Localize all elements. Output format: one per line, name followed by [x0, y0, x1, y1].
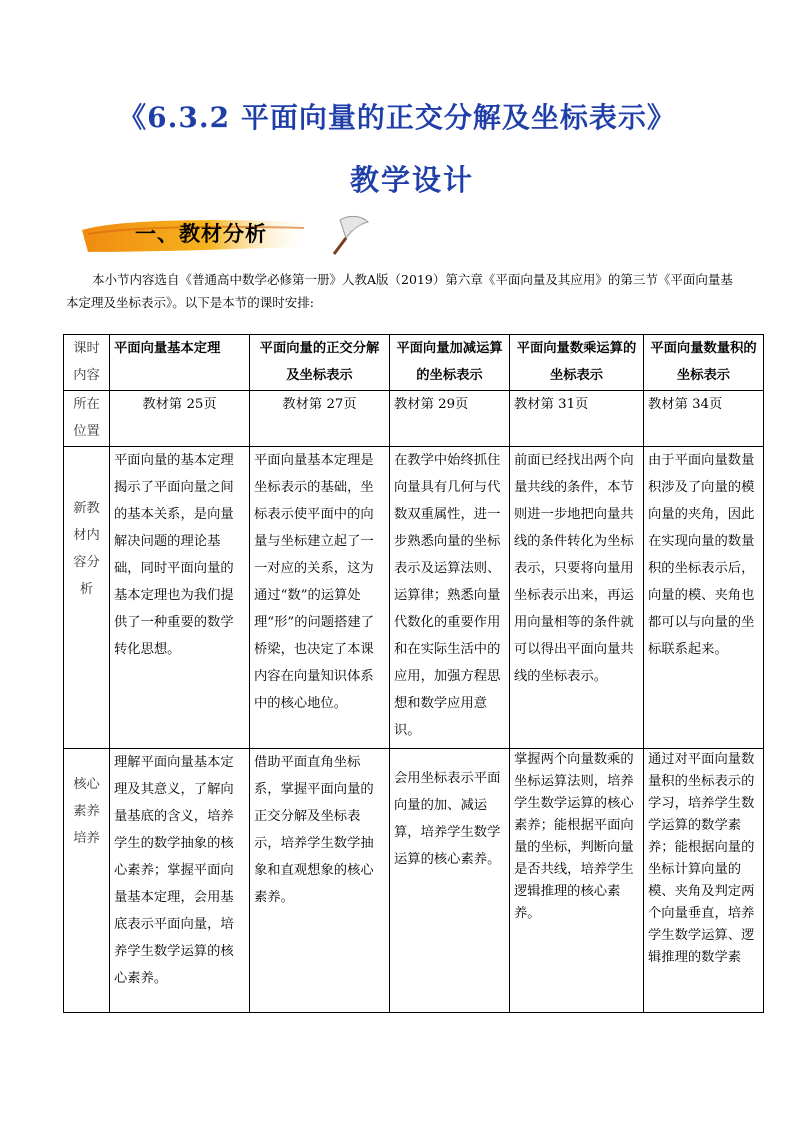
table-row [64, 447, 764, 749]
table-cell: 前面已经找出两个向量共线的条件，本节则进一步地把向量共线的条件转化为坐标表示，只要将向量用坐标表示出来，再运用向量相等的条件就可以得出平面向量共线的坐标表示。 [510, 447, 644, 749]
table-cell: 会用坐标表示平面向量的加、减运算，培养学生数学运算的核心素养。 [390, 749, 510, 1013]
table-cell: 平面向量加减运算的坐标表示 [390, 335, 510, 391]
table-cell: 平面向量基本定理 [110, 335, 250, 391]
table-cell: 平面向量的正交分解及坐标表示 [250, 335, 390, 391]
table-row [64, 335, 764, 391]
table-cell: 教材第 31页 [510, 391, 644, 447]
table-cell: 通过对平面向量数量积的坐标表示的学习，培养学生数学运算的数学素养；能根据向量的坐标计算向量的模、夹角及判定两个向量垂直，培养学生数学运算、逻辑推理的数学素 [644, 749, 764, 1013]
table-row [64, 391, 764, 447]
row-label: 新教材内容分析 [64, 447, 110, 749]
quill-pen-icon [334, 216, 368, 254]
document-title: 《6.3.2 平面向量的正交分解及坐标表示》 [118, 101, 676, 134]
section-heading: 一、教材分析 [135, 222, 267, 246]
table-cell: 教材第 27页 [250, 391, 390, 447]
table-cell: 理解平面向量基本定理及其意义，了解向量基底的含义，培养学生的数学抽象的核心素养；掌握平面向量基本定理，会用基底表示平面向量，培养学生数学运算的核心素养。 [110, 749, 250, 1013]
table-cell: 教材第 34页 [644, 391, 764, 447]
table-cell: 在教学中始终抓住向量具有几何与代数双重属性，进一步熟悉向量的坐标表示及运算法则、运算律；熟悉向量代数化的重要作用和在实际生活中的应用，加强方程思想和数学应用意识。 [390, 447, 510, 749]
table-cell: 借助平面直角坐标系，掌握平面向量的正交分解及坐标表示，培养学生数学抽象和直观想象的核心素养。 [250, 749, 390, 1013]
table-cell: 教材第 25页 [110, 391, 250, 447]
lesson-plan-table [63, 334, 764, 1013]
table-cell: 平面向量的基本定理揭示了平面向量之间的基本关系，是向量解决问题的理论基础，同时平面向量的基本定理也为我们提供了一种重要的数学转化思想。 [110, 447, 250, 749]
table-cell: 由于平面向量数量积涉及了向量的模向量的夹角，因此在实现向量的数量积的坐标表示后，向量的模、夹角也都可以与向量的坐标联系起来。 [644, 447, 764, 749]
table-row [64, 749, 764, 1013]
table-cell: 掌握两个向量数乘的坐标运算法则，培养学生数学运算的核心素养；能根据平面向量的坐标，判断向量是否共线，培养学生逻辑推理的核心素养。 [510, 749, 644, 1013]
table-cell: 教材第 29页 [390, 391, 510, 447]
row-label: 核心素养培养 [64, 749, 110, 1013]
table-cell: 平面向量基本定理是坐标表示的基础，坐标表示使平面中的向量与坐标建立起了一一对应的关系，这为通过“数”的运算处理“形”的问题搭建了桥梁，也决定了本课内容在向量知识体系中的核心地位。 [250, 447, 390, 749]
intro-paragraph: 本小节内容选自《普通高中数学必修第一册》人教A版（2019）第六章《平面向量及其应用》的第三节《平面向量基本定理及坐标表示》。以下是本节的课时安排: [66, 272, 733, 310]
table-cell: 平面向量数乘运算的坐标表示 [510, 335, 644, 391]
table-cell: 平面向量数量积的坐标表示 [644, 335, 764, 391]
document-subtitle: 教学设计 [349, 163, 474, 197]
row-label: 课时内容 [64, 335, 110, 391]
row-label: 所在位置 [64, 391, 110, 447]
